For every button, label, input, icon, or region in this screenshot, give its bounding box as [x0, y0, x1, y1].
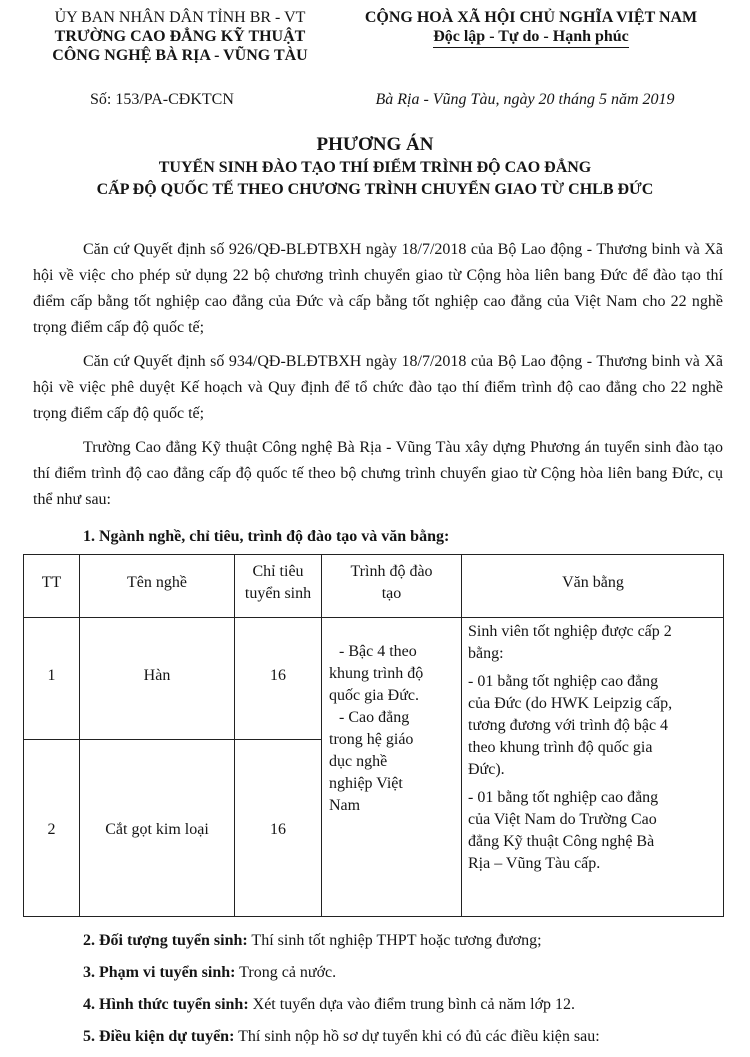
agency-line-2: TRƯỜNG CAO ĐẲNG KỸ THUẬT [54, 28, 306, 45]
header-ten-nghe: Tên nghề [127, 574, 187, 591]
national-motto: Độc lập - Tự do - Hạnh phúc [433, 27, 629, 48]
document-number: Số: 153/PA-CĐKTCN [90, 91, 234, 108]
header-trinh-do-line-2: tạo [381, 585, 402, 602]
section-4 [83, 994, 575, 1016]
level-line: - Cao đẳng [339, 709, 410, 726]
section-5 [83, 1026, 600, 1048]
section-3 [83, 962, 336, 984]
row-2-chi-tieu: 16 [270, 821, 286, 838]
training-level-cell [329, 641, 454, 817]
level-line: nghiệp Việt [329, 775, 403, 792]
diploma-line: bằng: [468, 645, 504, 662]
section-4-label: 4. Hình thức tuyển sinh: [83, 996, 249, 1013]
diploma-line: theo khung trình độ quốc gia [468, 739, 653, 756]
diploma-line: - 01 bằng tốt nghiệp cao đẳng [468, 673, 659, 690]
section-5-label: 5. Điều kiện dự tuyển: [83, 1028, 235, 1045]
issuing-agency [20, 8, 340, 65]
diploma-line: tương đương với trình độ bậc 4 [468, 717, 669, 734]
agency-line-1: ỦY BAN NHÂN DÂN TỈNH BR - VT [54, 9, 306, 26]
place-date: Bà Rịa - Vũng Tàu, ngày 20 tháng 5 năm 2019 [375, 91, 675, 108]
row-1-ten-nghe: Hàn [143, 667, 171, 684]
section-2-text: Thí sinh tốt nghiệp THPT hoặc tương đương; [247, 932, 542, 949]
diploma-line: Đức). [468, 761, 505, 778]
level-line: dục nghề [329, 753, 388, 770]
diploma-line: của Đức (do HWK Leipzig cấp, [468, 695, 673, 712]
row-1-chi-tieu: 16 [270, 667, 286, 684]
national-header [336, 8, 726, 48]
level-line: khung trình độ [329, 665, 424, 682]
title-line-2: TUYỂN SINH ĐÀO TẠO THÍ ĐIỂM TRÌNH ĐỘ CAO ĐẲNG [158, 159, 592, 176]
paragraph-basis-2: Căn cứ Quyết định số 934/QĐ-BLĐTBXH ngày 18/7/2018 của Bộ Lao động - Thương binh và Xã hội về việc phê duyệt Kế hoạch và Quy định để tổ chức đào tạo thí điểm trình độ cao đẳng cho 22 nghề trọng điểm cấp độ quốc tế; [33, 353, 723, 422]
section-2 [83, 930, 542, 952]
section-1-label: 1. Ngành nghề, chỉ tiêu, trình độ đào tạo và văn bằng: [83, 528, 450, 545]
title-line-1: PHƯƠNG ÁN [316, 134, 434, 155]
diploma-line: Rịa – Vũng Tàu cấp. [468, 855, 601, 872]
level-line: quốc gia Đức. [329, 687, 419, 704]
diploma-line: đẳng Kỹ thuật Công nghệ Bà [468, 833, 655, 850]
agency-line-3: CÔNG NGHỆ BÀ RỊA - VŨNG TÀU [52, 47, 308, 64]
header-trinh-do [322, 561, 461, 605]
row-2-ten-nghe: Cắt gọt kim loại [105, 821, 209, 838]
section-3-text: Trong cả nước. [235, 964, 337, 981]
section-3-label: 3. Phạm vi tuyển sinh: [83, 964, 236, 981]
section-4-text: Xét tuyển dựa vào điểm trung bình cả năm lớp 12. [248, 996, 576, 1013]
document-title [0, 133, 750, 201]
nation-name: CỘNG HOÀ XÃ HỘI CHỦ NGHĨA VIỆT NAM [364, 9, 698, 26]
section-2-label: 2. Đối tượng tuyển sinh: [83, 932, 248, 949]
header-chi-tieu-line-2: tuyển sinh [244, 585, 312, 602]
level-line: - Bậc 4 theo [339, 643, 417, 660]
paragraph-basis-1: Căn cứ Quyết định số 926/QĐ-BLĐTBXH ngày 18/7/2018 của Bộ Lao động - Thương binh và Xã hội về việc cho phép sử dụng 22 bộ chương trình chuyển giao từ Cộng hòa liên bang Đức để đào tạo thí điểm cấp bằng tốt nghiệp cao đẳng của Đức và cấp bằng tốt nghiệp cao đẳng của Việt Nam cho 22 nghề trọng điểm cấp độ quốc tế; [33, 241, 723, 336]
level-line: trong hệ giáo [329, 731, 414, 748]
header-chi-tieu [235, 561, 321, 605]
title-line-3: CẤP ĐỘ QUỐC TẾ THEO CHƯƠNG TRÌNH CHUYỂN GIAO TỪ CHLB ĐỨC [96, 181, 654, 198]
programs-table [23, 554, 724, 917]
row-2-tt: 2 [47, 821, 56, 838]
level-line: Nam [329, 797, 361, 814]
paragraph-intro: Trường Cao đẳng Kỹ thuật Công nghệ Bà Rịa - Vũng Tàu xây dựng Phương án tuyển sinh đào tạo thí điểm trình độ cao đẳng cấp độ quốc tế theo bộ chưng trình chuyển giao từ Cộng hòa liên bang Đức, cụ thể như sau: [33, 439, 723, 508]
diploma-cell [468, 621, 718, 875]
row-1-tt: 1 [47, 667, 56, 684]
header-chi-tieu-line-1: Chỉ tiêu [252, 563, 304, 580]
header-tt: TT [41, 574, 62, 591]
header-van-bang: Văn bằng [562, 574, 624, 591]
diploma-line: của Việt Nam do Trường Cao [468, 811, 657, 828]
section-5-text: Thí sinh nộp hồ sơ dự tuyển khi có đủ các điều kiện sau: [234, 1028, 600, 1045]
section-1-heading [83, 526, 449, 548]
header-trinh-do-line-1: Trình độ đào [350, 563, 433, 580]
diploma-line: - 01 bằng tốt nghiệp cao đẳng [468, 789, 659, 806]
diploma-line: Sinh viên tốt nghiệp được cấp 2 [468, 623, 672, 640]
